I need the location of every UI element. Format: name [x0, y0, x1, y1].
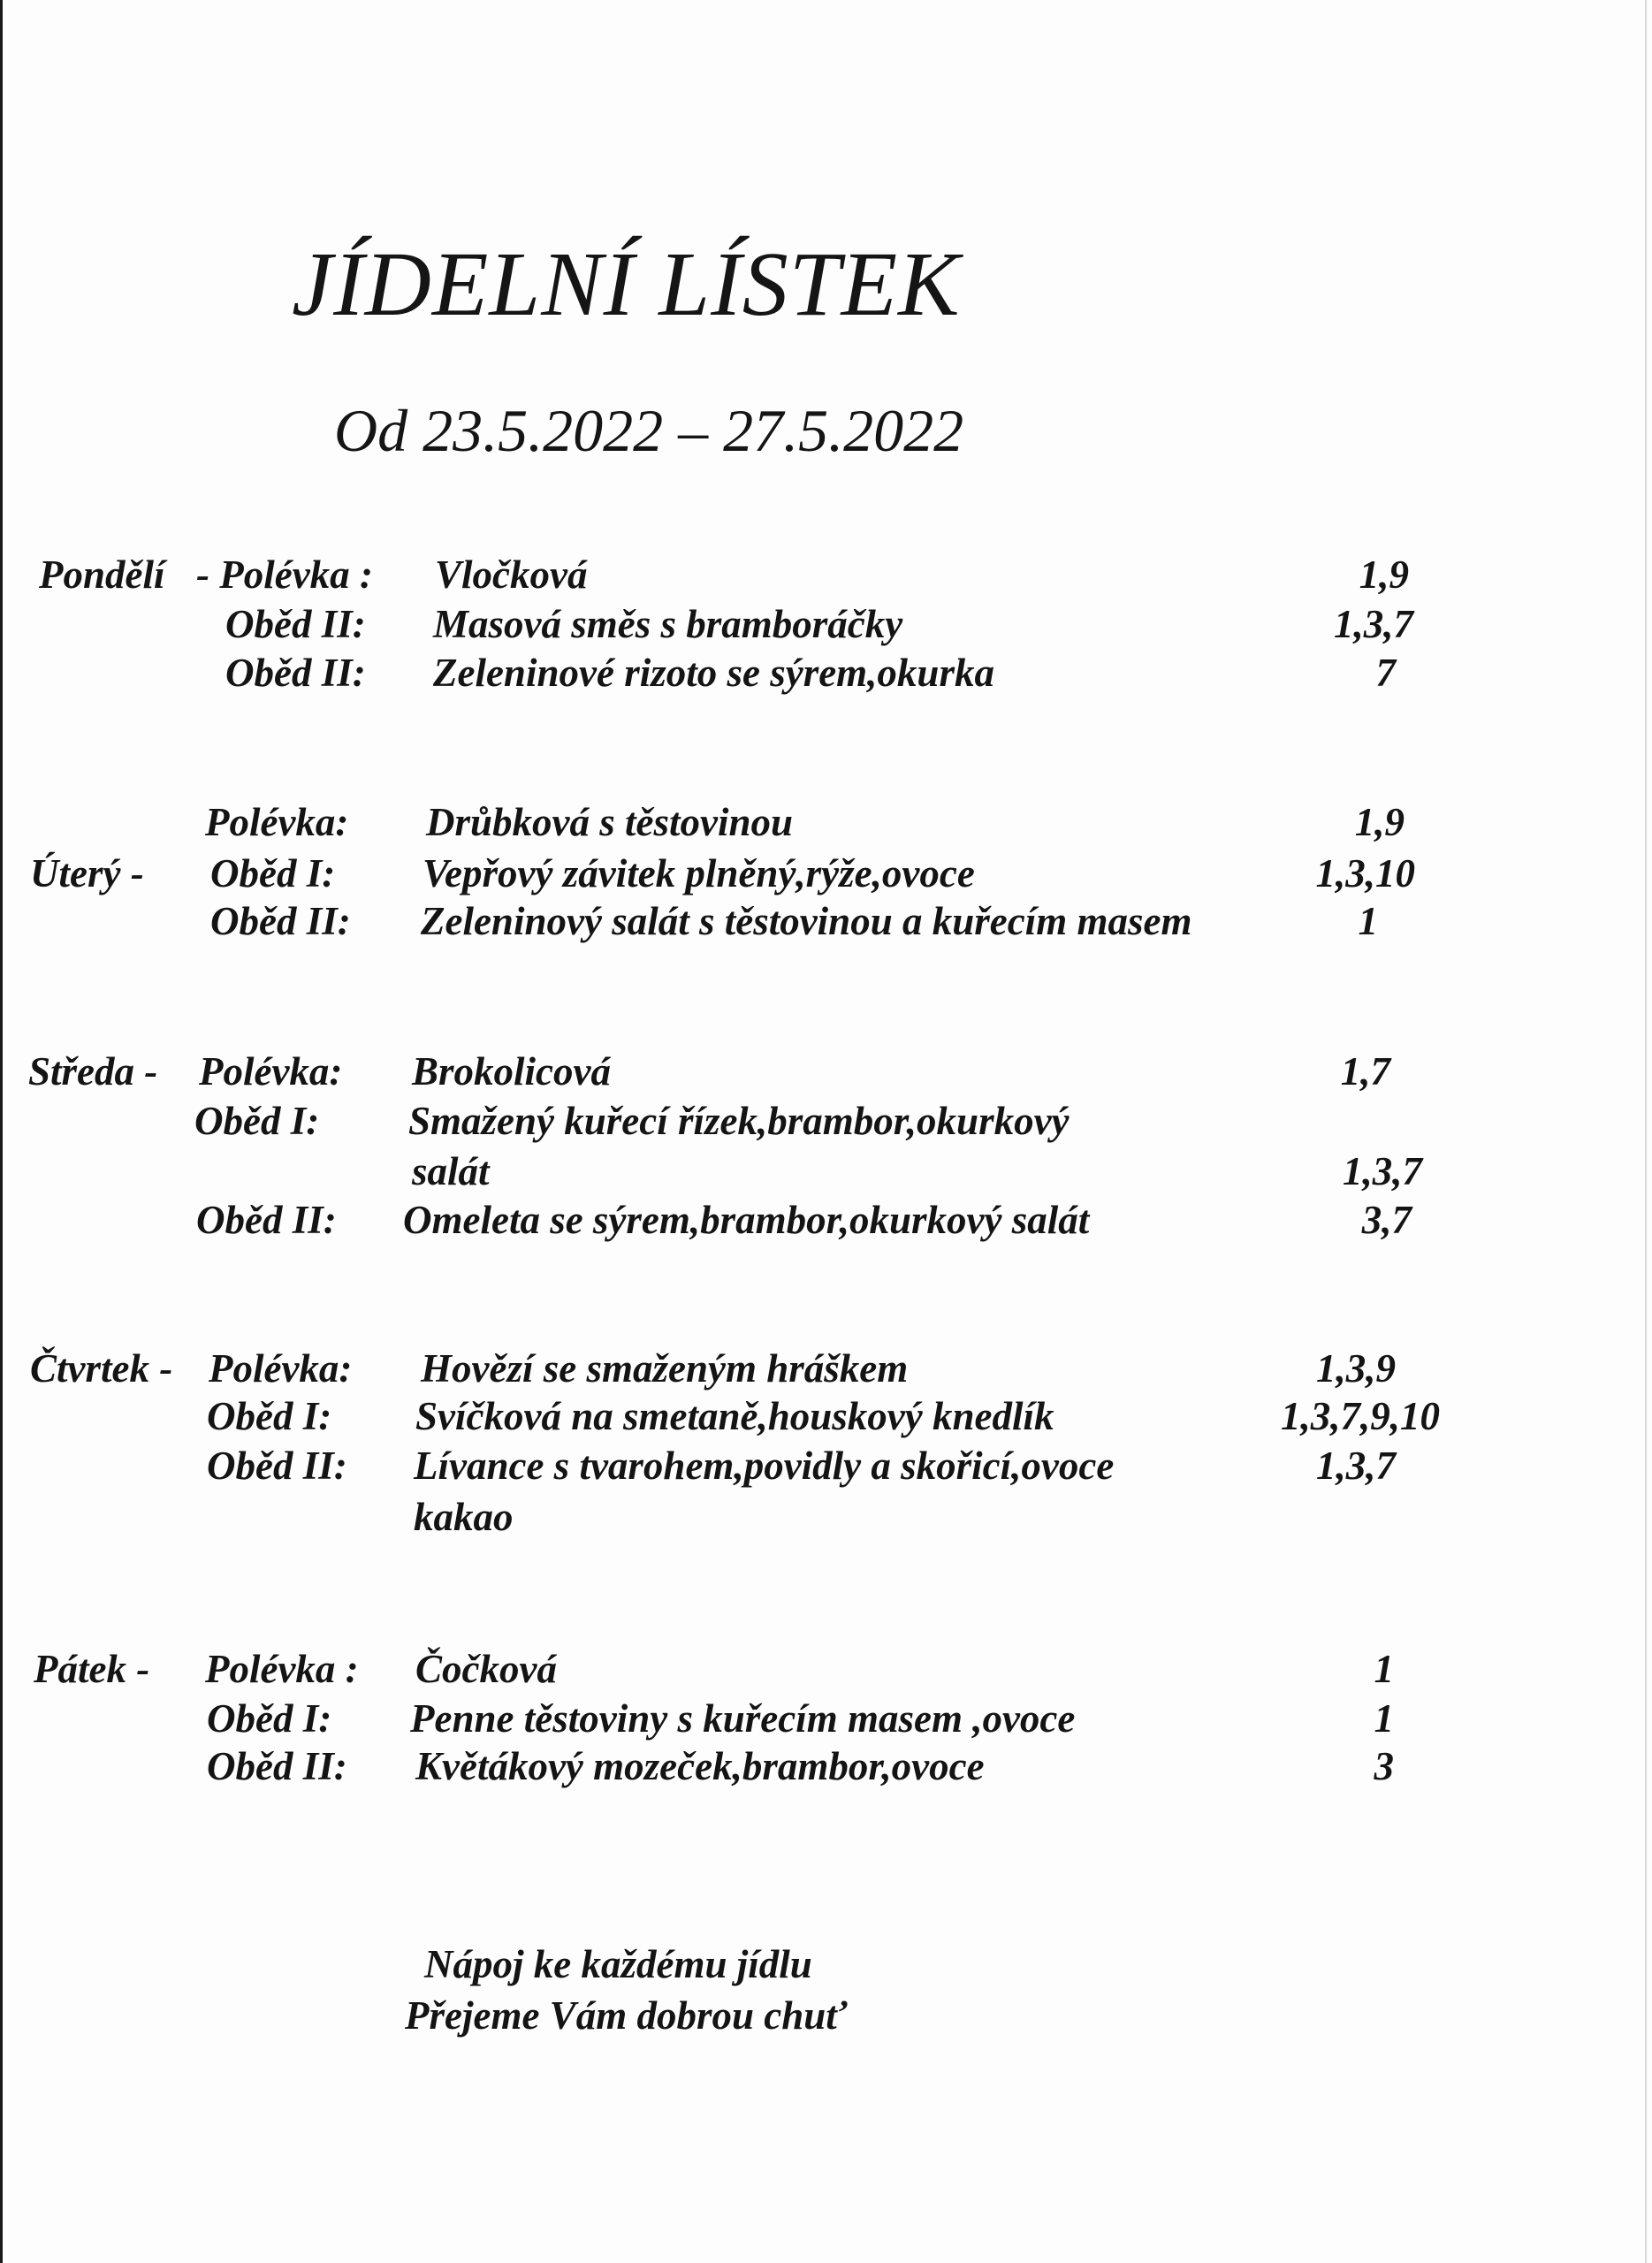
- thursday-soup-label: Polévka:: [209, 1346, 353, 1391]
- tuesday-lunch2-dish: Zeleninový salát s těstovinou a kuřecím masem: [421, 899, 1192, 943]
- thursday-lunch1-label: Oběd I:: [207, 1394, 332, 1438]
- tuesday-lunch1-label: Oběd I:: [210, 851, 336, 895]
- day-friday: Pátek -: [34, 1647, 150, 1691]
- friday-soup-allergens: 1: [1374, 1647, 1394, 1691]
- day-monday: Pondělí: [39, 552, 165, 597]
- wednesday-soup-allergens: 1,7: [1340, 1049, 1390, 1093]
- tuesday-soup-label: Polévka:: [205, 800, 349, 844]
- friday-lunch1-dish: Penne těstoviny s kuřecím masem ,ovoce: [410, 1696, 1076, 1741]
- wednesday-soup-label: Polévka:: [199, 1049, 343, 1093]
- tuesday-lunch1-allergens: 1,3,10: [1315, 851, 1415, 895]
- monday-lunch1-allergens: 1,3,7: [1334, 602, 1413, 646]
- monday-lunch1-dish: Masová směs s bramboráčky: [433, 602, 903, 646]
- menu-date-range: Od 23.5.2022 – 27.5.2022: [334, 397, 964, 464]
- wednesday-lunch1-label: Oběd I:: [194, 1099, 320, 1143]
- friday-lunch2-allergens: 3: [1374, 1744, 1394, 1788]
- friday-soup-dish: Čočková: [415, 1647, 557, 1691]
- wednesday-lunch2-label: Oběd II:: [196, 1198, 337, 1242]
- menu-title: JÍDELNÍ LÍSTEK: [292, 233, 961, 335]
- tuesday-lunch2-allergens: 1: [1358, 899, 1378, 943]
- thursday-lunch1-allergens: 1,3,7,9,10: [1281, 1394, 1440, 1438]
- wednesday-lunch1-dish: Smažený kuřecí řízek,brambor,okurkový: [408, 1099, 1070, 1143]
- scan-edge-right: [1645, 0, 1647, 2263]
- friday-lunch1-allergens: 1: [1374, 1696, 1394, 1741]
- monday-soup-dish: Vločková: [435, 552, 588, 597]
- wednesday-lunch2-dish: Omeleta se sýrem,brambor,okurkový salát: [403, 1198, 1090, 1242]
- thursday-lunch2-dish: Lívance s tvarohem,povidly a skořicí,ovoce: [414, 1444, 1115, 1488]
- footer-drink-note: Nápoj ke každému jídlu: [424, 1942, 812, 1986]
- tuesday-lunch1-dish: Vepřový závitek plněný,rýže,ovoce: [423, 851, 975, 895]
- tuesday-soup-dish: Drůbková s těstovinou: [426, 800, 794, 844]
- scan-edge-left: [0, 0, 3, 2263]
- thursday-lunch2-dish-cont: kakao: [414, 1495, 514, 1539]
- day-wednesday: Středa -: [28, 1049, 158, 1093]
- monday-lunch2-dish: Zeleninové rizoto se sýrem,okurka: [433, 651, 994, 695]
- thursday-lunch1-dish: Svíčková na smetaně,houskový knedlík: [415, 1394, 1054, 1438]
- friday-soup-label: Polévka :: [205, 1647, 359, 1691]
- thursday-lunch2-allergens: 1,3,7: [1316, 1444, 1396, 1488]
- wednesday-soup-dish: Brokolicová: [412, 1049, 611, 1093]
- monday-lunch2-label: Oběd II:: [225, 651, 366, 695]
- wednesday-lunch2-allergens: 3,7: [1361, 1198, 1412, 1242]
- tuesday-lunch2-label: Oběd II:: [210, 899, 351, 943]
- thursday-lunch2-label: Oběd II:: [207, 1444, 347, 1488]
- monday-soup-label: - Polévka :: [196, 552, 373, 597]
- footer-greeting: Přejeme Vám dobrou chuť: [405, 1993, 848, 2038]
- thursday-soup-allergens: 1,3,9: [1316, 1346, 1396, 1391]
- monday-soup-allergens: 1,9: [1359, 552, 1409, 597]
- thursday-soup-dish: Hovězí se smaženým hráškem: [421, 1346, 909, 1391]
- friday-lunch2-dish: Květákový mozeček,brambor,ovoce: [415, 1744, 985, 1788]
- friday-lunch1-label: Oběd I:: [207, 1696, 332, 1741]
- wednesday-lunch1-allergens: 1,3,7: [1343, 1149, 1422, 1193]
- wednesday-lunch1-dish-cont: salát: [412, 1149, 490, 1193]
- day-thursday: Čtvrtek -: [30, 1346, 173, 1391]
- day-tuesday: Úterý -: [30, 851, 144, 895]
- monday-lunch1-label: Oběd II:: [225, 602, 366, 646]
- monday-lunch2-allergens: 7: [1375, 651, 1396, 695]
- friday-lunch2-label: Oběd II:: [207, 1744, 347, 1788]
- tuesday-soup-allergens: 1,9: [1354, 800, 1405, 844]
